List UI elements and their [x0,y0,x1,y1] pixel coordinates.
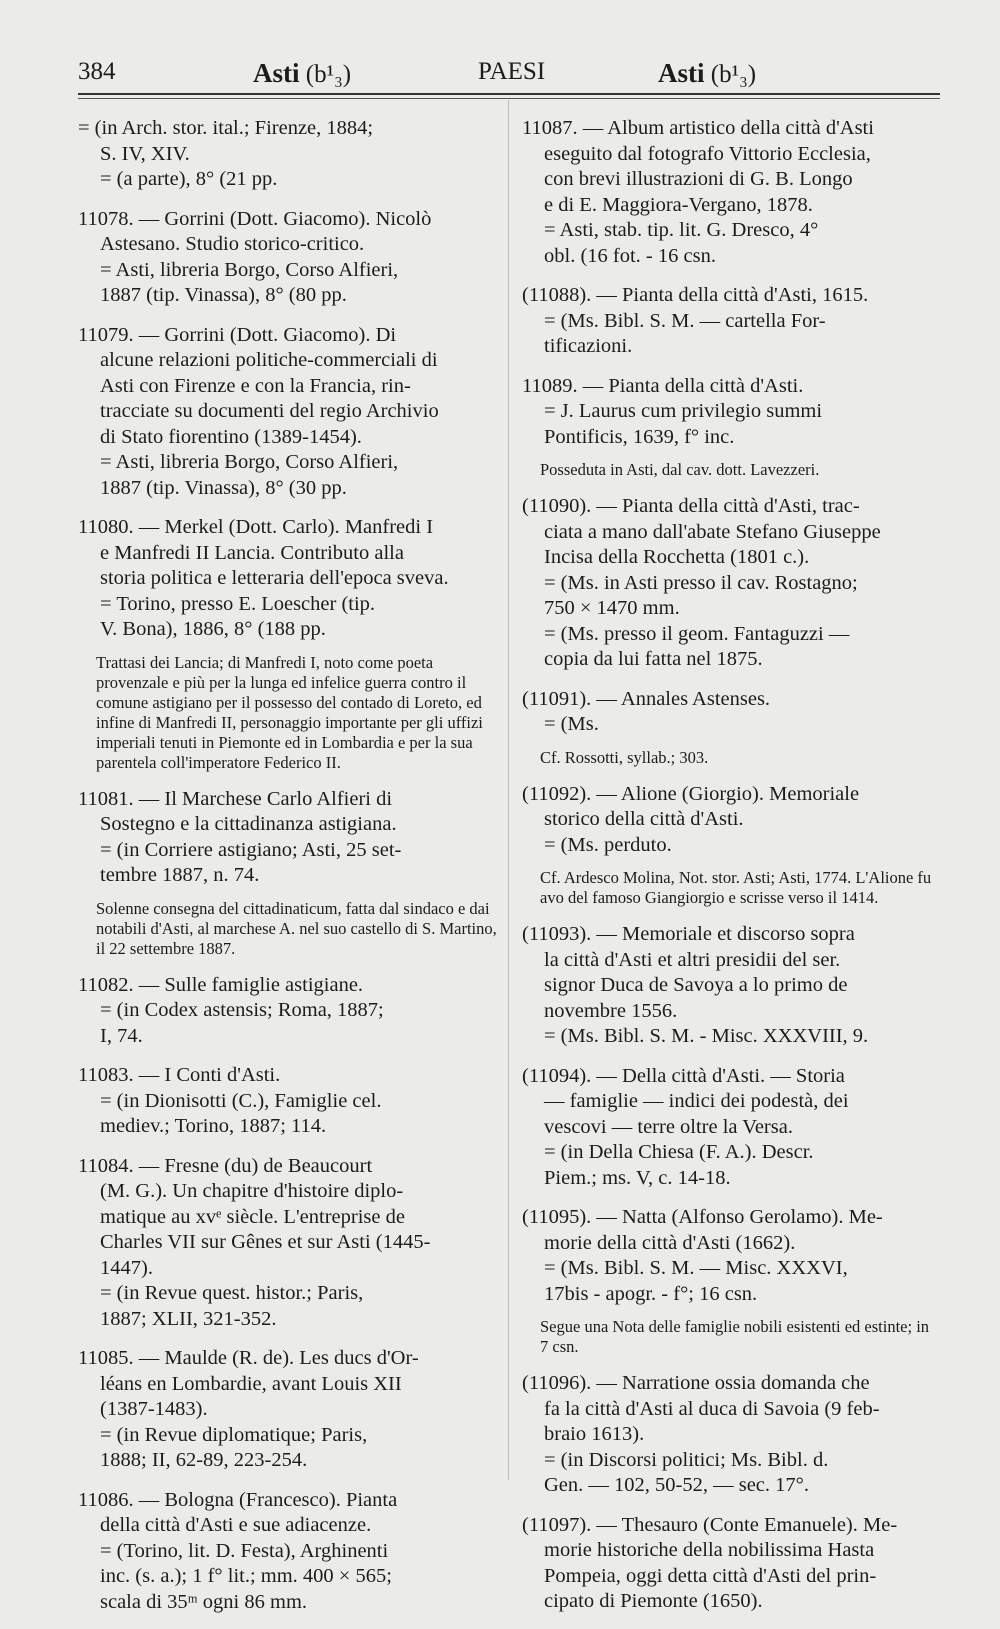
running-head-left-title: Asti [253,58,300,88]
entry-line: 17bis - apogr. - f°; 16 csn. [544,1282,758,1305]
entry-line: fa la città d'Asti al duca di Savoia (9 feb- [544,1397,880,1420]
entry-line: con brevi illustrazioni di G. B. Longo [544,168,853,190]
entry-line: la città d'Asti et altri presidii del ser. [544,948,841,971]
entry-line: braio 1613). [544,1423,645,1445]
bibliography-entry [522,283,940,360]
entry-line: 11078. — Gorrini (Dott. Giacomo). Nicolò [78,207,432,230]
entry-line: = (in Arch. stor. ital.; Firenze, 1884; [78,117,374,139]
running-head-center: PAESI [478,58,546,85]
entry-line: 11086. — Bologna (Francesco). Pianta [78,1488,398,1511]
header-rule-thin [78,98,940,99]
entry-line: = (in Dionisotti (C.), Famiglie cel. [100,1089,382,1112]
entry-line: Gen. — 102, 50-52, — sec. 17°. [544,1474,809,1496]
entry-line: = (in Discorsi politici; Ms. Bibl. d. [544,1448,829,1471]
entry-line: Sostegno e la cittadinanza astigiana. [100,813,397,835]
entry-line: tificazioni. [544,335,633,357]
entry-line: = (in Revue diplomatique; Paris, [100,1423,368,1446]
entry-line: Astesano. Studio storico-critico. [100,233,365,255]
entry-note: Posseduta in Asti, dal cav. dott. Lavezzeri. [540,460,820,479]
bibliography-entry [78,973,498,1050]
entry-line: (1387-1483). [100,1398,208,1420]
entry-line: = Asti, stab. tip. lit. G. Dresco, 4° [544,219,819,241]
entry-note: Solenne consegna del cittadinaticum, fatta dal sindaco e dai notabili d'Asti, al marchese A. nel suo castello di S. Martino, il 22 settembre 1887. [96,898,497,958]
entry-line: copia da lui fatta nel 1875. [544,648,763,670]
entry-line: Pontificis, 1639, f° inc. [544,425,735,448]
entry-line: = (Ms. in Asti presso il cav. Rostagno; [544,571,858,594]
entry-line: 11080. — Merkel (Dott. Carlo). Manfredi I [78,516,434,538]
entry-line: 11081. — Il Marchese Carlo Alfieri di [78,787,393,810]
entry-line: Incisa della Rocchetta (1801 c.). [544,546,810,568]
bibliography-entry [78,116,498,193]
entry-line: 1887; XLII, 321-352. [100,1307,277,1330]
entry-line: storico della città d'Asti. [544,808,744,830]
entry-note: Trattasi dei Lancia; di Manfredi I, noto come poeta provenzale e più per la lunga ed infelice guerra contro il comune astigiano per il possesso del contado di Loreto, ed infine di Manfredi II, personaggio importante per gli uffizi imperiali tenuti in Piemonte ed in Lombardia e per la sua parentela coll'imperatore Federico II. [96,652,483,772]
entry-note: Segue una Nota delle famiglie nobili esistenti ed estinte; in 7 csn. [540,1317,930,1356]
entry-line: (11088). — Pianta della città d'Asti, 1615. [522,284,869,306]
bibliography-entry [78,323,498,502]
bibliography-entry [522,116,940,269]
bibliography-entry [78,787,498,889]
entry-line: = (a parte), 8° (21 pp. [100,168,278,190]
running-head-right-title: Asti [658,58,705,88]
entry-line: tracciate su documenti del regio Archivio [100,400,439,422]
entry-line: eseguito dal fotografo Vittorio Ecclesia, [544,142,871,165]
entry-line: morie della città d'Asti (1662). [544,1231,796,1254]
entry-line: 11083. — I Conti d'Asti. [78,1064,281,1086]
entry-line: matique au xvᵉ siècle. L'entreprise de [100,1205,405,1228]
bibliography-entry [522,782,940,859]
bibliography-entry [78,207,498,309]
entry-line: 1447). [100,1256,153,1279]
bibliography-entry [78,1346,498,1474]
entry-line: = (in Corriere astigiano; Asti, 25 set- [100,838,402,861]
bibliography-entry [522,1513,940,1615]
entry-note: Cf. Ardesco Molina, Not. stor. Asti; Asti, 1774. L'Alione fu avo del famoso Giangiorgio e scrisse verso il 1414. [540,868,932,907]
entry-line: 750 × 1470 mm. [544,597,680,619]
entry-line: I, 74. [100,1024,143,1047]
bibliography-entry [78,1154,498,1333]
bibliography-entry [522,687,940,738]
entry-line: tembre 1887, n. 74. [100,864,260,886]
entry-line: inc. (s. a.); 1 f° lit.; mm. 400 × 565; [100,1565,392,1587]
entry-line: (11091). — Annales Astenses. [522,687,771,710]
entry-line: Pompeia, oggi detta città d'Asti del prin- [544,1564,877,1587]
entry-line: 1887 (tip. Vinassa), 8° (80 pp. [100,284,347,306]
bibliography-entry [78,1488,498,1616]
entry-line: alcune relazioni politiche-commerciali di [100,349,438,371]
bibliography-entry [522,1371,940,1499]
entry-line: (11094). — Della città d'Asti. — Storia [522,1064,845,1087]
entry-line: = Asti, libreria Borgo, Corso Alfieri, [100,451,399,473]
entry-line: e Manfredi II Lancia. Contributo alla [100,541,404,564]
bibliography-entry [78,1063,498,1140]
entry-line: morie historiche della nobilissima Hasta [544,1539,875,1561]
entry-line: S. IV, XIV. [100,142,190,165]
bibliography-entry [78,515,498,643]
entry-line: (11093). — Memoriale et discorso sopra [522,923,855,945]
bibliography-entry [522,1064,940,1192]
entry-line: Charles VII sur Gênes et sur Asti (1445- [100,1231,431,1253]
running-head-left [253,58,351,89]
entry-line: della città d'Asti e sue adiacenze. [100,1514,372,1536]
entry-line: 11082. — Sulle famiglie astigiane. [78,973,364,996]
entry-note: Cf. Rossotti, syllab.; 303. [540,747,709,767]
entry-line: = (Ms. perduto. [544,833,672,856]
entry-line: 11087. — Album artistico della città d'Asti [522,117,874,139]
entry-line: ciata a mano dall'abate Stefano Giuseppe [544,520,881,543]
entry-line: = (Ms. presso il geom. Fantaguzzi — [544,622,850,645]
header-rule-thick [78,93,940,95]
entry-line: (11092). — Alione (Giorgio). Memoriale [522,782,860,805]
entry-line: = (Ms. Bibl. S. M. — cartella For- [544,309,826,332]
page-number: 384 [78,58,116,85]
entry-line: 1888; II, 62-89, 223-254. [100,1449,308,1471]
entry-line: signor Duca de Savoya a lo primo de [544,974,848,996]
entry-line: = (Torino, lit. D. Festa), Arghinenti [100,1539,389,1562]
running-head-left-section: (b¹₃) [305,61,352,88]
page-header [78,52,940,92]
entry-line: di Stato fiorentino (1389-1454). [100,425,362,448]
entry-line: scala di 35ᵐ ogni 86 mm. [100,1590,308,1613]
left-column [78,116,498,1629]
running-head-right [658,58,756,89]
column-divider [508,100,509,1480]
entry-line: 11084. — Fresne (du) de Beaucourt [78,1154,373,1177]
entry-line: vescovi — terre oltre la Versa. [544,1115,793,1138]
entry-line: V. Bona), 1886, 8° (188 pp. [100,618,326,640]
entry-line: mediev.; Torino, 1887; 114. [100,1115,327,1137]
entry-line: = Torino, presso E. Loescher (tip. [100,592,376,615]
running-head-right-section: (b¹₃) [710,61,757,88]
entry-line: = Asti, libreria Borgo, Corso Alfieri, [100,258,399,281]
bibliography-entry [522,922,940,1050]
entry-line: (11097). — Thesauro (Conte Emanuele). Me- [522,1513,898,1536]
entry-line: (11096). — Narratione ossia domanda che [522,1372,870,1394]
bibliography-entry [522,1205,940,1307]
entry-line: obl. (16 fot. - 16 csn. [544,244,716,267]
entry-line: 1887 (tip. Vinassa), 8° (30 pp. [100,476,347,499]
entry-line: = J. Laurus cum privilegio summi [544,400,823,422]
right-column [522,116,940,1629]
entry-line: 11085. — Maulde (R. de). Les ducs d'Or- [78,1347,419,1369]
entry-line: = (Ms. [544,713,599,735]
entry-line: (M. G.). Un chapitre d'histoire diplo- [100,1180,404,1202]
entry-line: = (in Revue quest. histor.; Paris, [100,1282,364,1304]
entry-line: 11079. — Gorrini (Dott. Giacomo). Di [78,323,397,346]
entry-line: — famiglie — indici dei podestà, dei [544,1090,849,1112]
entry-line: = (Ms. Bibl. S. M. - Misc. XXXVIII, 9. [544,1025,869,1047]
entry-line: léans en Lombardie, avant Louis XII [100,1372,402,1395]
entry-line: e di E. Maggiora-Vergano, 1878. [544,193,813,216]
entry-line: novembre 1556. [544,999,678,1022]
entry-line: Piem.; ms. V, c. 14-18. [544,1166,731,1189]
entry-line: = (Ms. Bibl. S. M. — Misc. XXXVI, [544,1257,848,1279]
entry-line: (11090). — Pianta della città d'Asti, trac- [522,495,860,517]
entry-line: = (in Della Chiesa (F. A.). Descr. [544,1141,814,1163]
bibliography-entry [522,494,940,673]
entry-line: 11089. — Pianta della città d'Asti. [522,374,804,397]
entry-line: = (in Codex astensis; Roma, 1887; [100,999,384,1021]
entry-line: (11095). — Natta (Alfonso Gerolamo). Me- [522,1206,883,1228]
entry-line: storia politica e letteraria dell'epoca sveva. [100,567,449,589]
entry-line: cipato di Piemonte (1650). [544,1590,763,1612]
bibliography-entry [522,374,940,451]
entry-line: Asti con Firenze e con la Francia, rin- [100,374,411,397]
